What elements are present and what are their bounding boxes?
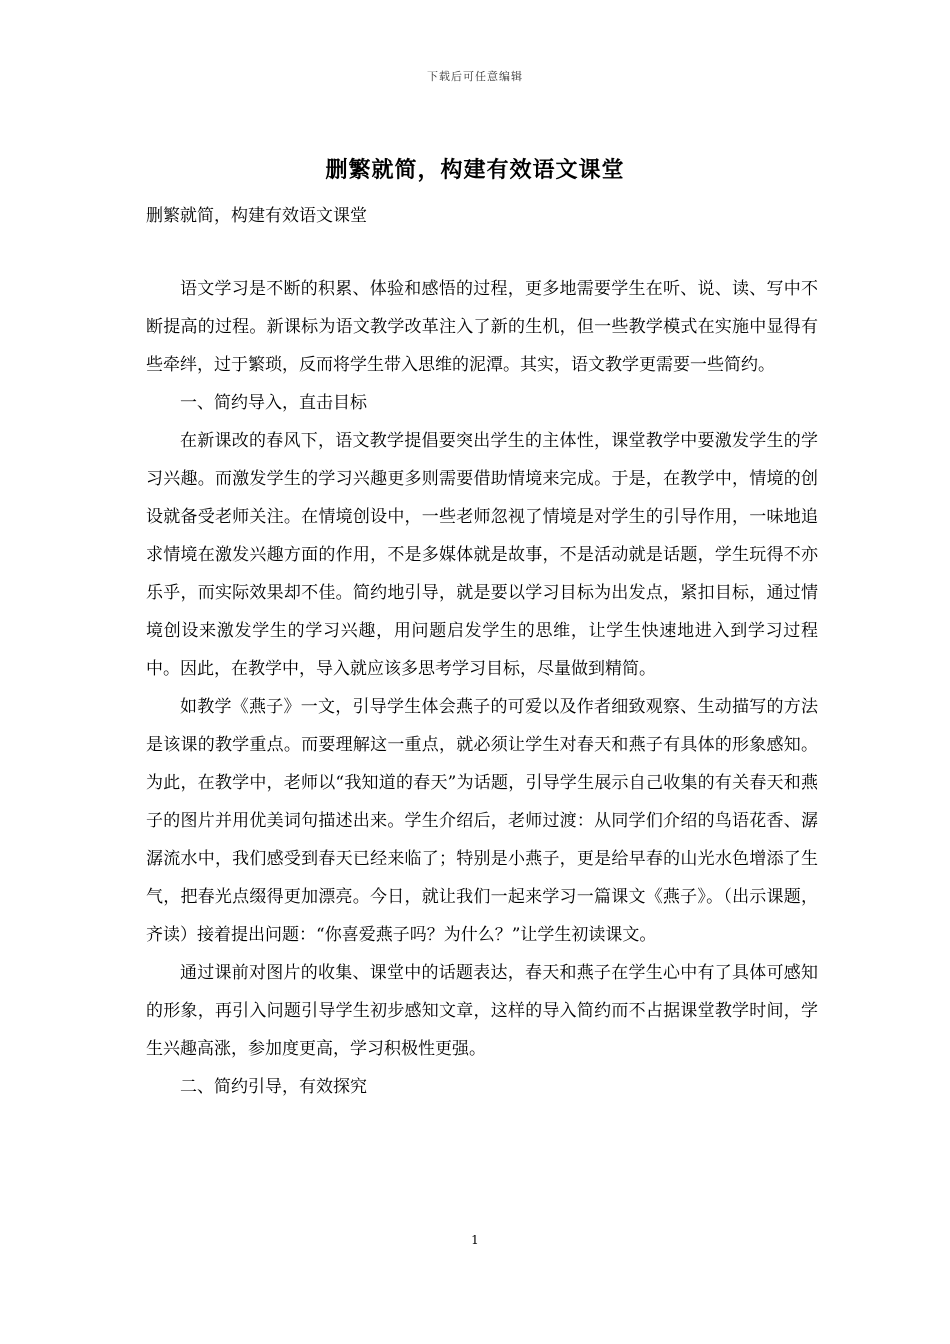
page-number: 1	[471, 1233, 479, 1247]
paragraph-section1-a: 在新课改的春风下，语文教学提倡要突出学生的主体性，课堂教学中要激发学生的学习兴趣。而激发学生的学习兴趣更多则需要借助情境来完成。于是，在教学中，情境的创设就备受老师关注。在情境创设中，一些老师忽视了情境是对学生的引导作用，一味地追求情境在激发兴趣方面的作用，不是多媒体就是故事，不是活动就是话题，学生玩得不亦乐乎，而实际效果却不佳。简约地引导，就是要以学习目标为出发点，紧扣目标，通过情境创设来激发学生的学习兴趣，用问题启发学生的思维，让学生快速地进入到学习过程中。因此，在教学中，导入就应该多思考学习目标，尽量做到精简。	[146, 431, 818, 679]
section-heading-2: 二、简约引导，有效探究	[180, 1077, 367, 1097]
paragraph-section1-b: 如教学《燕子》一文，引导学生体会燕子的可爱以及作者细致观察、生动描写的方法是该课的教学重点。而要理解这一重点，就必须让学生对春天和燕子有具体的形象感知。为此，在教学中，老师以“我知道的春天”为话题，引导学生展示自己收集的有关春天和燕子的图片并用优美词句描述出来。学生介绍后，老师过渡：从同学们介绍的鸟语花香、潺潺流水中，我们感受到春天已经来临了；特别是小燕子，更是给早春的山光水色增添了生气，把春光点缀得更加漂亮。今日，就让我们一起来学习一篇课文《燕子》。（出示课题，齐读）接着提出问题：“你喜爱燕子吗？为什么？”让学生初读课文。	[146, 697, 818, 945]
paragraph-section1-c: 通过课前对图片的收集、课堂中的话题表达，春天和燕子在学生心中有了具体可感知的形象，再引入问题引导学生初步感知文章，这样的导入简约而不占据课堂教学时间，学生兴趣高涨，参加度更高，学习积极性更强。	[146, 963, 818, 1059]
section-heading-1: 一、简约导入，直击目标	[180, 393, 367, 413]
document-body	[146, 270, 818, 1106]
document-subtitle: 删繁就简，构建有效语文课堂	[146, 206, 367, 226]
paragraph-intro: 语文学习是不断的积累、体验和感悟的过程，更多地需要学生在听、说、读、写中不断提高的过程。新课标为语文教学改革注入了新的生机，但一些教学模式在实施中显得有些牵绊，过于繁琐，反而将学生带入思维的泥潭。其实，语文教学更需要一些简约。	[146, 279, 818, 375]
header-note: 下载后可任意编辑	[427, 70, 523, 83]
document-title: 删繁就简，构建有效语文课堂	[325, 157, 625, 183]
